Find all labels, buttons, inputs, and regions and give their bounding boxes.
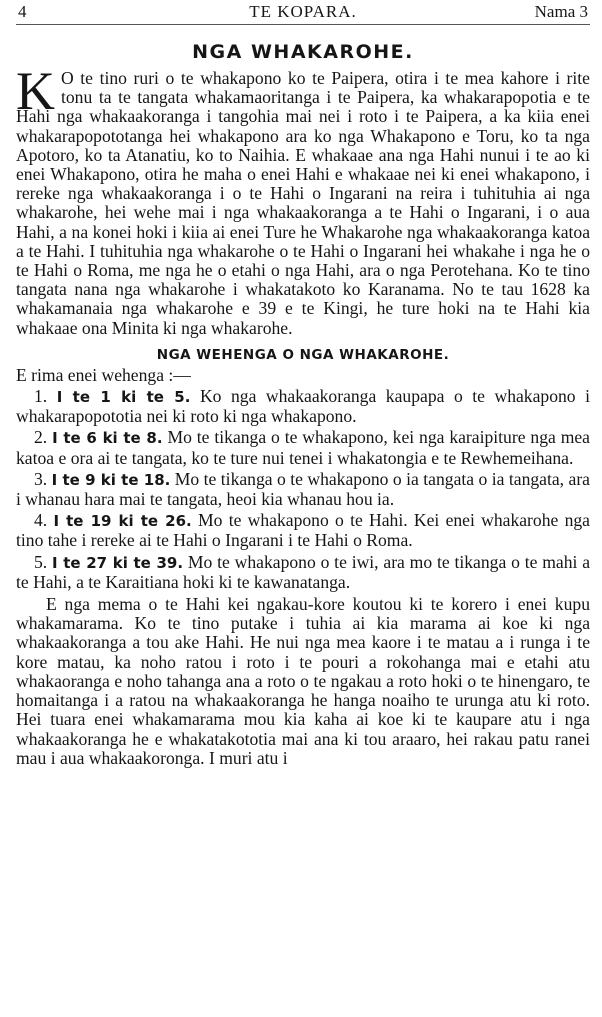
item-text: Mo te whakapono o te iwi, ara mo te tikanga o te mahi a te Hahi, a te Karaitiana hoki ki te kawanatanga. [16, 551, 591, 592]
item-number: 1. [34, 386, 48, 407]
item-number: 4. [34, 510, 48, 531]
signature-mark: Nama 3 [534, 2, 588, 21]
item-text: Mo te tikanga o te whakapono o ia tangata o ia tangata, ara i whanau hara mai te tangata, heoi kia whanau hou ia. [16, 468, 590, 510]
item-text: Ko nga whakaakoranga kaupapa o te whakapono i whakarapopototia nei ki roto ki nga whakapono. [16, 386, 590, 427]
item-reference: I te 6 ki te 8. [52, 429, 163, 448]
divisions-heading: NGA WEHENGA O NGA WHAKAROHE. [156, 346, 450, 363]
running-title: TE KOPARA. [249, 2, 357, 21]
item-reference: I te 1 ki te 5. [56, 388, 191, 407]
running-head [16, 0, 590, 25]
item-reference: I te 27 ki te 39. [52, 553, 184, 572]
intro-text: O te tino ruri o te whakapono ko te Paipera, otira i te mea kahore i rite tonu ta te tangata whakamaoritanga i te Paipera, ka whakarapopotia e te Hahi nga whakaakoranga i tangohia mai nei i roto i te Paipera, a ka kiia enei whakarapopototanga hei whakapono ara ko nga Whakapono e Toru, ko ta nga Apotoro, ko ta Atanatiu, ko to Naihia. E whakaae ana nga Hahi nunui i te ao ki enei Whakapono, otira he maha o enei Hahi e whakaae nei ki enei whakapono, i rereke nga whakaakoranga i o te Hahi o Ingarani na reira i tuhituhia ai nga whakarohe, hei wehe mai i nga whakaakoranga a te Hahi o Ingarani, i o aua Hahi, a na konei hoki i kiia ai enei Ture he Whakarohe nga whakaakoranga katoa a te Hahi. I tuhituhia nga whakarohe o te Hahi o Ingarani hei whakahe i nga he o te Hahi o Roma, me nga he o etahi o nga Hahi, ara o nga Perotehana. Ko te tino tangata nana nga whakarohe i whakatakoto ko Karanama. No te tau 1628 ka whakamanaia nga whakarohe e 39 e te Kingi, he ture hoki na te Hahi kia whakaae ona Minita ki nga whakarohe. [16, 68, 590, 338]
division-item-4 [16, 511, 590, 550]
division-item-1 [16, 387, 590, 426]
item-number: 3. [34, 468, 48, 489]
intro-paragraph [16, 61, 590, 338]
item-reference: I te 9 ki te 18. [51, 470, 171, 489]
division-item-5 [16, 553, 590, 592]
drop-cap: K [16, 61, 55, 121]
item-reference: I te 19 ki te 26. [53, 512, 192, 531]
division-item-3 [16, 470, 590, 509]
closing-paragraph: E nga mema o te Hahi kei ngakau-kore koutou ki te korero i enei kupu whakamarama. Ko te tino putake i tuhia ai kia marama ai koe ki nga whakaakoranga a tou ake Hahi. He nui nga mea kaore i te matau a i runga i te kore matau, ka noho ratou i roto i te pouri a rokohanga mai e etahi atu whakaoranga e noho tahanga ana a roto o te ngakau a roto hoki o te hinengaro, te homaitanga i a ratou na whakaakoranga he hanga noaiho te urunga atu ki roto. Hei tuara enei whakamarama mou kia kaha ai koe ki te kaupare atu i nga whakaakoranga he e whakatakototia mai ana ki tou araaro, hei rakau patu ranei mau i aua whakaakoronga. I muri atu i [16, 594, 590, 768]
divisions-lead: E rima enei wehenga :— [16, 364, 191, 385]
item-number: 5. [34, 551, 48, 572]
page-number: 4 [18, 2, 27, 21]
section-title: NGA WHAKAROHE. [192, 41, 414, 63]
item-text: Mo te whakapono o te Hahi. Kei enei whakarohe nga tino tahe i rereke ai te Hahi o Ingarani i te Hahi o Roma. [16, 510, 590, 551]
item-text: Mo te tikanga o te whakapono, kei nga karaipiture nga mea katoa e ora ai te tangata, ko te ture nui tenei i whakatongia e te Rewhemeihana. [16, 427, 590, 468]
division-item-2 [16, 428, 590, 467]
item-number: 2. [34, 427, 48, 448]
